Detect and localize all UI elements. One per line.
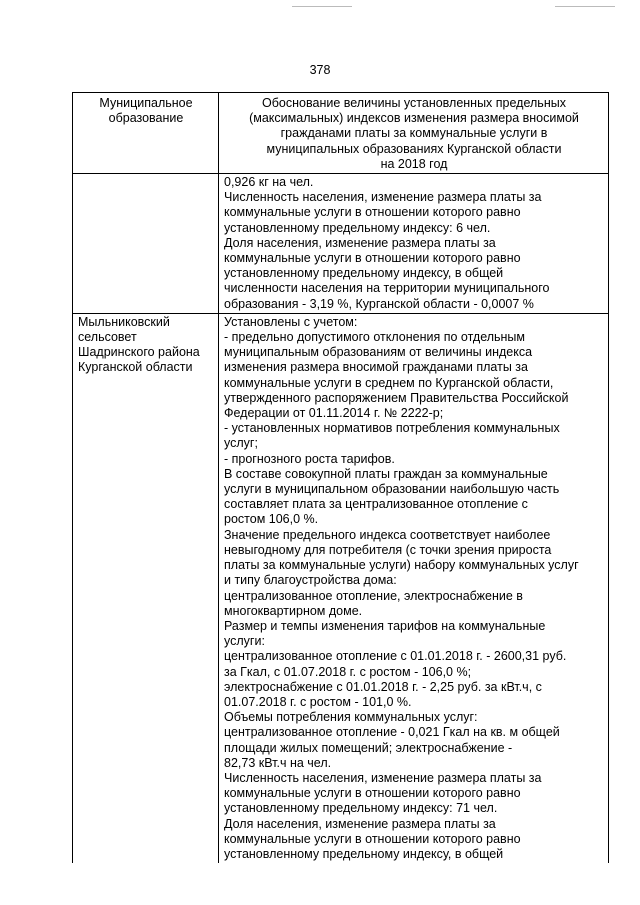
text-line: гражданами платы за коммунальные услуги в: [280, 126, 548, 141]
text-line: муниципальных образованиях Курганской области: [266, 141, 562, 156]
text-line: коммунальные услуги в отношении которого равно: [224, 786, 521, 801]
text-line: Установлены с учетом:: [224, 314, 358, 329]
table-row: [73, 313, 609, 863]
text-line: невыгодному для потребителя (с точки зрения прироста: [224, 542, 552, 557]
text-line: площади жилых помещений; электроснабжение -: [224, 740, 513, 755]
text-line: Численность населения, изменение размера платы за: [224, 770, 542, 785]
text-line: Объемы потребления коммунальных услуг:: [224, 710, 478, 725]
header-justification: [219, 93, 609, 174]
page-number: 378: [309, 63, 331, 77]
text-line: централизованное отопление - 0,021 Гкал на кв. м общей: [224, 725, 560, 740]
text-line: установленному предельному индексу: 71 чел.: [224, 801, 498, 816]
text-line: Доля населения, изменение размера платы за: [224, 235, 496, 250]
scan-artifact: [555, 6, 615, 7]
text-line: услуги:: [224, 634, 265, 649]
justification-table: [72, 92, 609, 863]
scan-artifact: [292, 6, 352, 7]
text-line: 82,73 кВт.ч на чел.: [224, 755, 332, 770]
text-line: - прогнозного роста тарифов.: [224, 451, 395, 466]
text-line: Федерации от 01.11.2014 г. № 2222-р;: [224, 406, 444, 421]
text-line: Мыльниковский: [78, 314, 170, 329]
text-line: ростом 106,0 %.: [224, 512, 319, 527]
text-line: и типу благоустройства дома:: [224, 573, 397, 588]
municipality-cell: [73, 313, 219, 863]
text-line: многоквартирном доме.: [224, 603, 363, 618]
header-municipality: [73, 93, 219, 174]
text-line: коммунальные услуги в отношении которого равно: [224, 251, 521, 266]
text-line: Курганской области: [78, 360, 193, 375]
text-line: Размер и темпы изменения тарифов на коммунальные: [224, 618, 546, 633]
text-line: услуги в муниципальном образовании наибольшую часть: [224, 482, 560, 497]
text-line: Муниципальное: [99, 96, 193, 110]
text-line: электроснабжение с 01.01.2018 г. - 2,25 руб. за кВт.ч, с: [224, 679, 542, 694]
text-line: изменения размера вносимой гражданами платы за: [224, 360, 528, 375]
text-line: за Гкал, с 01.07.2018 г. с ростом - 106,0 %;: [224, 664, 472, 679]
text-line: утвержденного распоряжением Правительства Российской: [224, 390, 569, 405]
text-line: сельсовет: [78, 330, 137, 345]
text-line: Численность населения, изменение размера платы за: [224, 190, 542, 205]
text-line: численности населения на территории муниципального: [224, 281, 550, 296]
text-line: установленному предельному индексу, в общей: [224, 266, 504, 281]
text-line: коммунальные услуги в отношении которого равно: [224, 205, 521, 220]
text-line: платы за коммунальные услуги) набору коммунальных услуг: [224, 558, 579, 573]
text-line: коммунальные услуги в среднем по Курганской области,: [224, 375, 554, 390]
text-line: установленному предельному индексу, в общей: [224, 846, 504, 861]
justification-cell: [219, 174, 609, 314]
text-line: Доля населения, изменение размера платы за: [224, 816, 496, 831]
text-line: 0,926 кг на чел.: [224, 175, 314, 190]
table-row: [73, 174, 609, 314]
text-line: централизованное отопление с 01.01.2018 г. - 2600,31 руб.: [224, 649, 567, 664]
text-line: коммунальные услуги в отношении которого равно: [224, 831, 521, 846]
text-line: образования - 3,19 %, Курганской области - 0,0007 %: [224, 296, 534, 311]
text-line: централизованное отопление, электроснабжение в: [224, 588, 523, 603]
text-line: - предельно допустимого отклонения по отдельным: [224, 330, 526, 345]
text-line: образование: [108, 111, 184, 126]
table-header-row: [73, 93, 609, 174]
text-line: установленному предельному индексу: 6 чел.: [224, 220, 491, 235]
text-line: Значение предельного индекса соответствует наиболее: [224, 527, 551, 542]
text-line: (максимальных) индексов изменения размера вносимой: [249, 111, 579, 126]
text-line: составляет плата за централизованное отопление с: [224, 497, 528, 512]
text-line: В составе совокупной платы граждан за коммунальные: [224, 466, 548, 481]
justification-cell: [219, 313, 609, 863]
text-line: на 2018 год: [380, 156, 448, 171]
text-line: услуг;: [224, 436, 258, 451]
text-line: Обоснование величины установленных предельных: [262, 96, 566, 110]
text-line: муниципальным образованиям от величины индекса: [224, 345, 533, 360]
municipality-cell: [73, 174, 219, 314]
text-line: 01.07.2018 г. с ростом - 101,0 %.: [224, 694, 412, 709]
text-line: - установленных нормативов потребления коммунальных: [224, 421, 560, 436]
text-line: Шадринского района: [78, 345, 200, 360]
